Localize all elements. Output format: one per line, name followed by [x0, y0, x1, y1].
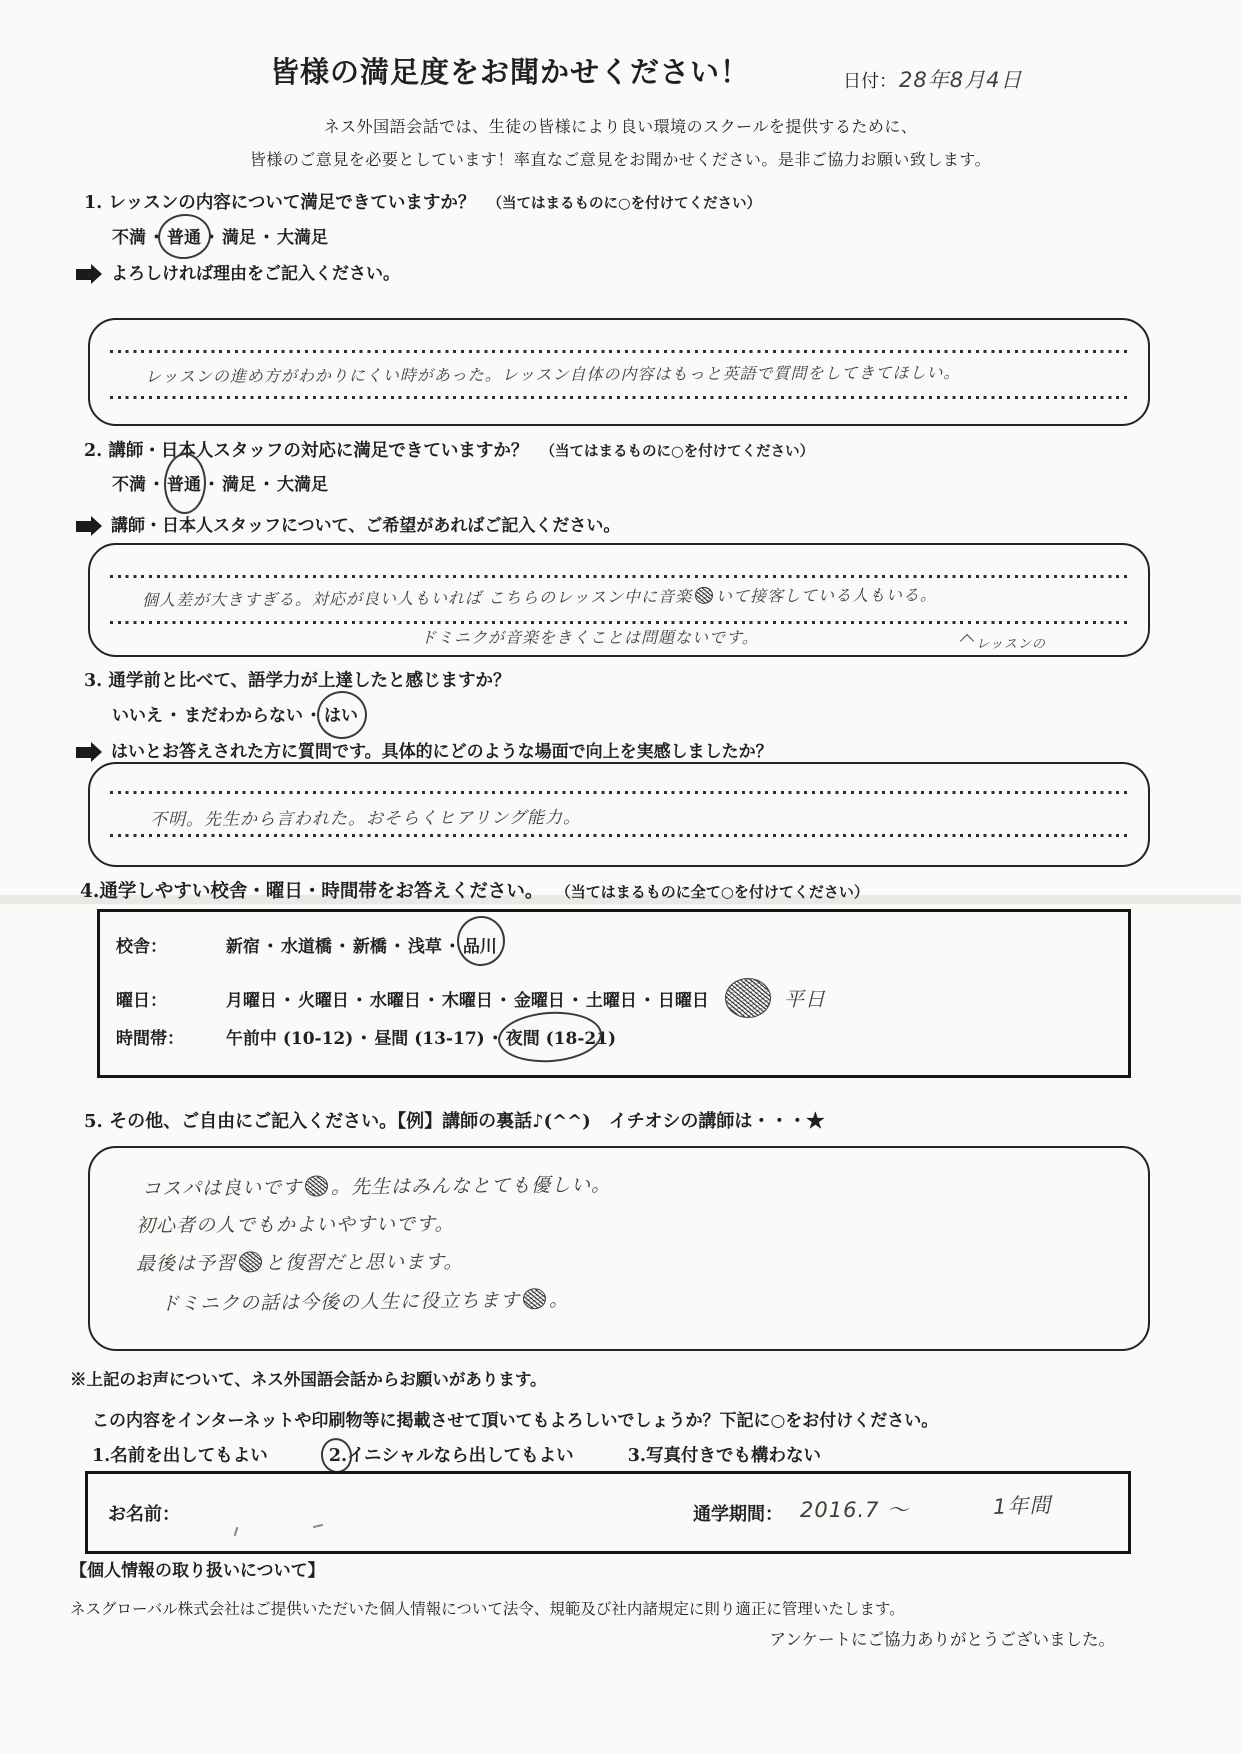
q2-handwritten-answer-line2: ドミニクが音楽をきくことは問題ないです。	[420, 628, 759, 647]
separator-dot: ・	[494, 991, 512, 1011]
time-morning: 午前中 (10-12)	[225, 1029, 354, 1049]
q2-handwritten-answer-line1	[142, 582, 937, 611]
question-1-header	[84, 189, 761, 214]
q5-handwritten-line4	[160, 1285, 569, 1316]
consent-1-number: 1.	[92, 1446, 111, 1466]
time-row	[116, 1024, 1118, 1049]
q2-option-manzoku: 満足	[222, 475, 256, 495]
day-fri: 金曜日	[513, 991, 565, 1011]
dotted-line	[110, 350, 1130, 353]
day-mon: 月曜日	[225, 991, 277, 1011]
intro-line-2: 皆様のご意見を必要としています！率直なご意見をお聞かせください。是非ご協力お願い致します。	[249, 150, 992, 169]
question-2-prompt-text: 講師・日本人スタッフについて、ご希望があればご記入ください。	[111, 516, 621, 536]
q5-line3-part-b: と復習だと思います。	[264, 1250, 464, 1275]
separator-dot: ・	[333, 937, 351, 957]
q1-option-daimanzoku: 大満足	[277, 228, 328, 248]
question-3-text: 通学前と比べて、語学力が上達したと感じますか？	[108, 671, 511, 691]
day-wed: 水曜日	[369, 991, 421, 1011]
consent-2-number-circled: 2.	[328, 1446, 348, 1466]
question-3-prompt	[76, 737, 773, 762]
date-label: 日付：	[843, 71, 897, 92]
separator-dot: ・	[486, 1029, 504, 1049]
answer-box-3	[88, 762, 1150, 867]
consent-2-label: イニシャルなら出してもよい	[347, 1446, 574, 1466]
insertion-caret-icon	[960, 634, 974, 648]
question-5-text: その他、ご自由にご記入ください。【例】講師の裏話♪(^^) イチオシの講師は・・・★	[109, 1111, 825, 1132]
separator-dot: ・	[350, 991, 368, 1011]
campus-row	[116, 932, 1118, 957]
separator-dot: ・	[261, 937, 279, 957]
answer-box-1	[88, 318, 1150, 426]
scribble-mark	[695, 587, 713, 604]
question-2-text: 講師・日本人スタッフの対応に満足できていますか？	[108, 441, 529, 461]
scribble-mark-large	[725, 978, 771, 1018]
q1-handwritten-answer: レッスンの進め方がわかりにくい時があった。レッスン自体の内容はもっと英語で質問をしてきてほしい。	[144, 362, 961, 387]
q5-handwritten-line3	[136, 1247, 464, 1276]
q5-line4-part-a: ドミニクの話は今後の人生に役立ちます	[159, 1289, 521, 1316]
q2-answer-part-b: いて接客している人もいる。	[715, 585, 938, 606]
question-4-grid-box	[97, 909, 1131, 1078]
question-1-prompt	[76, 259, 400, 284]
separator-dot: ・	[203, 228, 220, 248]
separator-dot: ・	[278, 991, 296, 1011]
q3-option-madawakaranai: まだわからない	[184, 706, 303, 726]
time-daytime: 昼間 (13-17)	[374, 1029, 485, 1049]
question-1-prompt-text: よろしければ理由をご記入ください。	[111, 264, 400, 284]
q2-insertion-text: レッスンの	[976, 637, 1046, 652]
answer-box-2	[88, 543, 1150, 657]
scribble-mark	[305, 1175, 328, 1196]
arrow-right-icon	[76, 521, 91, 532]
thanks-message: アンケートにご協力ありがとうございました。	[769, 1630, 1115, 1649]
period-handwritten-duration: 1年間	[992, 1492, 1052, 1520]
separator-dot: ・	[148, 475, 165, 495]
question-1-number: 1.	[84, 193, 103, 213]
question-2-options	[112, 470, 328, 495]
arrow-right-icon	[76, 747, 91, 758]
scribble-mark	[523, 1288, 546, 1309]
dotted-line	[110, 575, 1130, 578]
dotted-line	[110, 791, 1130, 794]
separator-dot: ・	[203, 475, 220, 495]
question-4-number: 4.	[80, 881, 100, 902]
campus-shinagawa-circled: 品川	[463, 932, 497, 957]
question-1-text: レッスンの内容について満足できていますか？	[108, 193, 476, 213]
q5-line1-part-a: コスパは良いです	[141, 1176, 303, 1201]
question-3-header	[84, 667, 511, 692]
dotted-line	[110, 396, 1130, 399]
dotted-line	[110, 621, 1130, 624]
period-label: 通学期間：	[693, 1504, 783, 1525]
question-5-number: 5.	[84, 1111, 103, 1132]
q5-handwritten-line2: 初心者の人でもかよいやすいです。	[135, 1213, 455, 1237]
question-2-note: （当てはまるものに○を付けてください）	[540, 443, 815, 460]
consent-option-3	[628, 1446, 821, 1466]
q3-option-hai-circled: はい	[324, 701, 358, 726]
question-2-prompt	[76, 511, 620, 536]
name-label: お名前：	[108, 1504, 180, 1525]
q3-option-iie: いいえ	[112, 706, 163, 726]
consent-option-1	[92, 1446, 268, 1466]
day-handwritten-heijitsu: 平日	[783, 987, 826, 1011]
question-2-number: 2.	[84, 441, 103, 461]
day-row	[116, 978, 1118, 1018]
day-thu: 木曜日	[441, 991, 493, 1011]
separator-dot: ・	[258, 475, 275, 495]
q5-line1-part-b: 。先生はみんなとても優しい。	[330, 1173, 612, 1199]
q1-option-manzoku: 満足	[222, 228, 256, 248]
q5-line4-part-b: 。	[548, 1288, 570, 1312]
question-1-note: （当てはまるものに○を付けてください）	[487, 195, 762, 212]
privacy-section-title: 【個人情報の取り扱いについて】	[70, 1561, 325, 1581]
day-tue: 火曜日	[297, 991, 349, 1011]
consent-3-label: 写真付きでも構わない	[645, 1446, 821, 1466]
privacy-text: ネスグローバル株式会社はご提供いただいた個人情報について法令、規範及び社内諸規定に則り適正に管理いたします。	[70, 1600, 905, 1618]
separator-dot: ・	[258, 228, 275, 248]
question-3-options	[112, 701, 358, 726]
period-handwritten-value: 2016.7 ～	[800, 1498, 910, 1522]
campus-suidobashi: 水道橋	[280, 937, 332, 957]
separator-dot: ・	[388, 937, 406, 957]
day-sat: 土曜日	[585, 991, 637, 1011]
q2-option-daimanzoku: 大満足	[277, 475, 328, 495]
time-evening-circled: 夜間 (18-21)	[506, 1024, 616, 1049]
separator-dot: ・	[566, 991, 584, 1011]
consent-options-row	[92, 1442, 821, 1467]
publish-request-note: ※上記のお声について、ネス外国語会話からお願いがあります。	[70, 1370, 547, 1389]
stray-pen-marks	[235, 1525, 345, 1539]
separator-dot: ・	[638, 991, 656, 1011]
question-4-note: （当てはまるものに全て○を付けてください）	[555, 883, 869, 901]
consent-1-label: 名前を出してもよい	[110, 1446, 268, 1466]
consent-3-number: 3.	[627, 1446, 646, 1466]
separator-dot: ・	[305, 706, 322, 726]
question-4-header	[80, 877, 869, 903]
q1-option-fuman: 不満	[112, 228, 146, 248]
answer-box-5	[88, 1146, 1150, 1351]
question-5-header	[84, 1107, 824, 1133]
q3-handwritten-answer: 不明。先生から言われた。おそらくヒアリング能力。	[149, 807, 582, 831]
time-label: 時間帯：	[116, 1029, 184, 1049]
q2-option-futsuu-circled: 普通	[167, 470, 201, 495]
campus-shinbashi: 新橋	[352, 937, 387, 957]
name-period-box	[85, 1471, 1131, 1554]
dotted-line	[110, 834, 1130, 837]
date-handwritten-value: 28年8月4日	[899, 68, 1023, 92]
q2-answer-part-a: 個人差が大きすぎる。対応が良い人もいれば こちらのレッスン中に音楽	[141, 586, 693, 610]
separator-dot: ・	[148, 228, 165, 248]
question-4-text: 通学しやすい校舎・曜日・時間帯をお答えください。	[99, 881, 544, 902]
q5-line3-part-a: 最後は予習	[135, 1252, 237, 1276]
scribble-mark	[239, 1251, 262, 1272]
question-1-options	[112, 223, 328, 248]
campus-asakusa: 浅草	[407, 937, 442, 957]
date-field	[843, 64, 1022, 94]
campus-label: 校舎：	[116, 937, 167, 957]
consent-option-2	[329, 1446, 574, 1466]
q5-handwritten-line1	[142, 1170, 611, 1201]
page-title: 皆様の満足度をお聞かせください！	[269, 55, 750, 89]
day-label: 曜日：	[116, 991, 167, 1011]
intro-line-1: ネス外国語会話では、生徒の皆様により良い環境のスクールを提供するために、	[323, 117, 918, 136]
q2-option-fuman: 不満	[112, 475, 146, 495]
publish-question: この内容をインターネットや印刷物等に掲載させて頂いてもよろしいでしょうか？下記に○をお付けください。	[92, 1411, 939, 1431]
separator-dot: ・	[355, 1029, 373, 1049]
separator-dot: ・	[422, 991, 440, 1011]
q2-insertion-note	[962, 633, 1046, 652]
question-3-number: 3.	[84, 671, 103, 691]
question-3-prompt-text: はいとお答えされた方に質問です。具体的にどのような場面で向上を実感しましたか？	[111, 742, 773, 762]
campus-shinjuku: 新宿	[225, 937, 260, 957]
arrow-right-icon	[76, 269, 91, 280]
separator-dot: ・	[443, 937, 461, 957]
separator-dot: ・	[165, 706, 182, 726]
q1-option-futsuu-circled: 普通	[167, 223, 201, 248]
day-sun: 日曜日	[657, 991, 709, 1011]
question-2-header	[84, 437, 814, 462]
